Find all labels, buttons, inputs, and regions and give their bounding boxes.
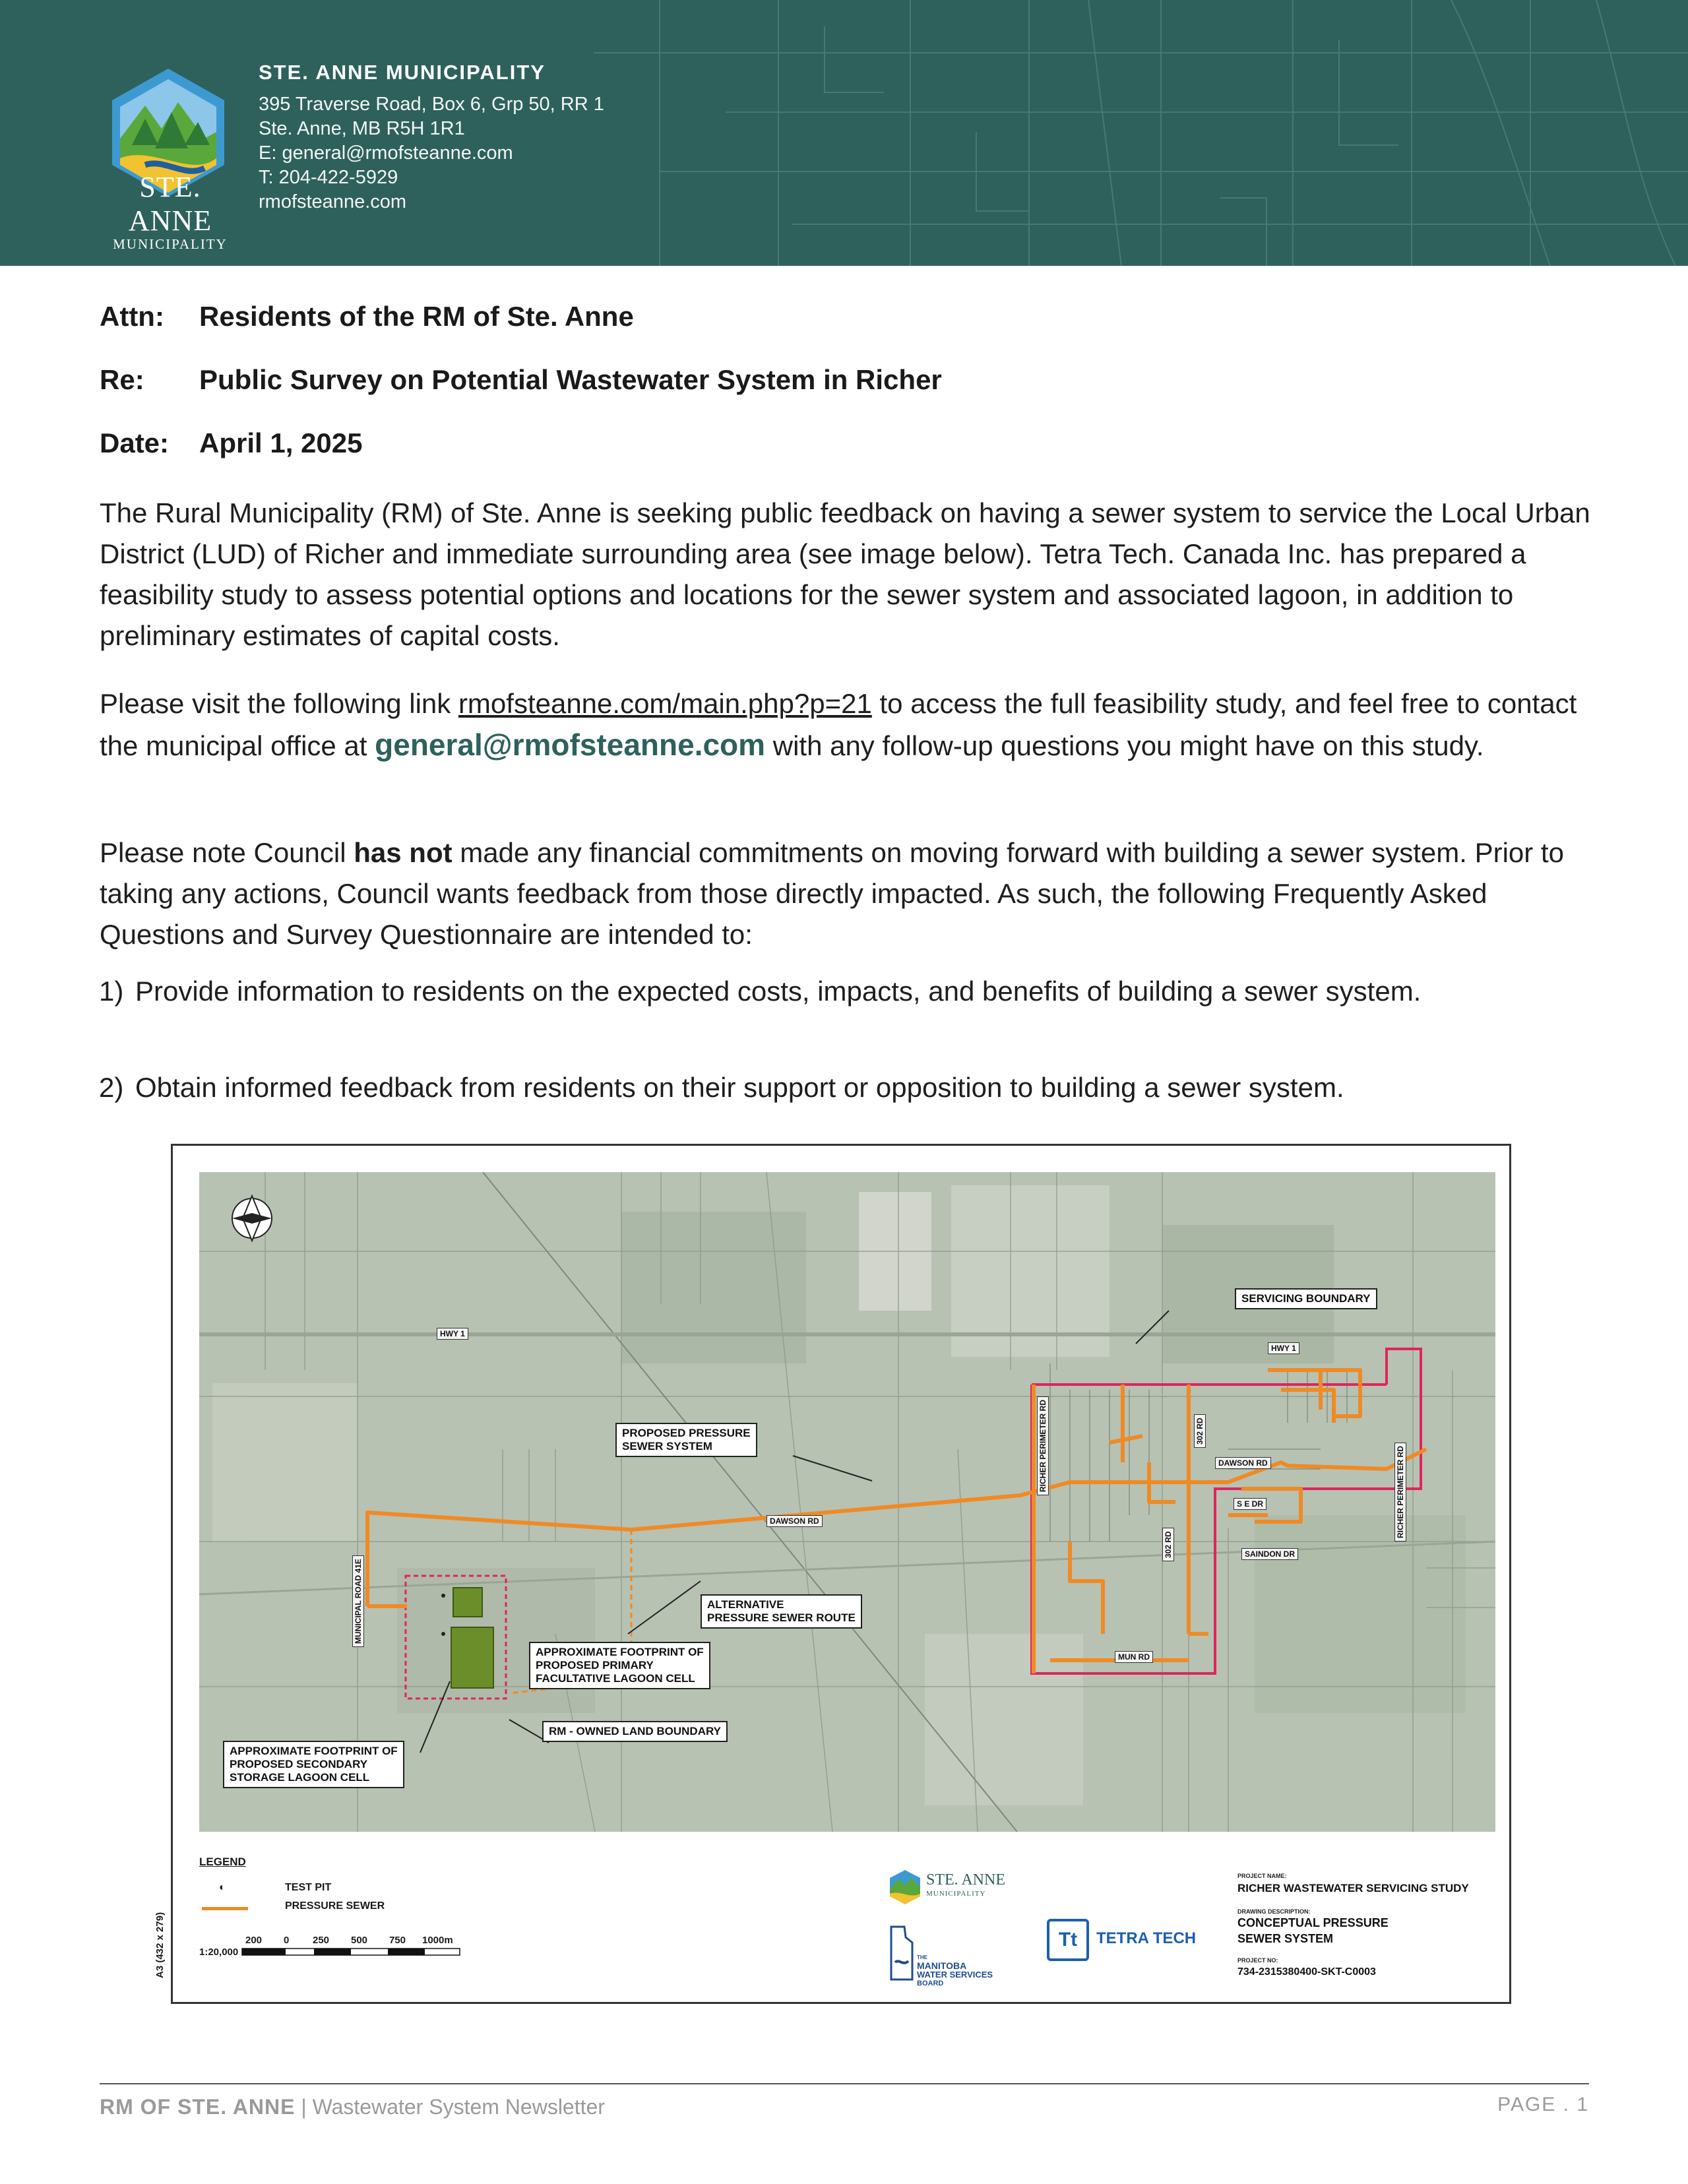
tetra-tech-wordmark: TETRA TECH bbox=[1096, 1929, 1197, 1947]
list-text: Provide information to residents on the expected costs, impacts, and benefits of building a sewer system. bbox=[135, 976, 1422, 1007]
address-line-2: Ste. Anne, MB R5H 1R1 bbox=[259, 118, 465, 139]
paragraph-link-text-a: Please visit the following link bbox=[100, 688, 458, 719]
paragraph-council-text-a: Please note Council bbox=[100, 837, 354, 868]
re-value: Public Survey on Potential Wastewater System in Richer bbox=[199, 364, 942, 395]
label-mun-rd: MUN RD bbox=[1115, 1651, 1153, 1663]
logo-main-text: STE. ANNE bbox=[128, 171, 212, 237]
logo-wordmark bbox=[98, 170, 243, 253]
phone-line: T: 204-422-5929 bbox=[259, 167, 398, 188]
page-number: PAGE . 1 bbox=[1497, 2094, 1589, 2115]
date-label: Date: bbox=[100, 427, 170, 458]
label-richer-perimeter-east: RICHER PERIMETER RD bbox=[1394, 1443, 1406, 1542]
municipality-name: STE. ANNE MUNICIPALITY bbox=[259, 61, 546, 84]
callout-primary-lagoon: APPROXIMATE FOOTPRINT OF PROPOSED PRIMARY FACULTATIVE LAGOON CELL bbox=[529, 1642, 710, 1689]
list-number: 1) bbox=[99, 976, 124, 1007]
paragraph-link bbox=[100, 683, 1597, 766]
re-label: Re: bbox=[100, 364, 144, 395]
header-parcel-lines bbox=[0, 0, 1688, 266]
tetra-tech-logo-icon: Tt bbox=[1047, 1919, 1089, 1961]
paper-size-label: A3 (432 x 279) bbox=[154, 1912, 166, 1978]
address-line-1: 395 Traverse Road, Box 6, Grp 50, RR 1 bbox=[259, 94, 604, 115]
paragraph-council bbox=[100, 832, 1597, 955]
legend-test-pit-symbol: ◐ bbox=[219, 1882, 226, 1893]
website-line[interactable]: rmofsteanne.com bbox=[259, 191, 407, 212]
date-value: April 1, 2025 bbox=[199, 427, 363, 458]
callout-rm-land: RM - OWNED LAND BOUNDARY bbox=[542, 1721, 728, 1742]
callout-secondary-lagoon: APPROXIMATE FOOTPRINT OF PROPOSED SECONDARY STORAGE LAGOON CELL bbox=[223, 1741, 404, 1788]
map-drawing bbox=[199, 1172, 1495, 1832]
label-richer-perimeter-west: RICHER PERIMETER RD bbox=[1037, 1396, 1049, 1495]
tb-logo-sub: MUNICIPALITY bbox=[926, 1890, 986, 1898]
secondary-lagoon-cell bbox=[451, 1627, 493, 1688]
attn-label: Attn: bbox=[100, 301, 164, 332]
paragraph-link-text-b: to access the full feasibility study, and feel free to contact the municipal office at bbox=[100, 688, 1577, 761]
contact-block bbox=[259, 61, 604, 214]
legend-test-pit-label: TEST PIT bbox=[285, 1882, 332, 1893]
project-no-label: PROJECT NO: bbox=[1237, 1957, 1278, 1964]
map-legend bbox=[199, 1856, 595, 1994]
scale-tick: 750 bbox=[389, 1935, 406, 1946]
callout-alternative-route: ALTERNATIVE PRESSURE SEWER ROUTE bbox=[701, 1594, 862, 1629]
callout-proposed-pressure-sewer: PROPOSED PRESSURE SEWER SYSTEM bbox=[615, 1423, 757, 1457]
footer-title bbox=[100, 2095, 605, 2119]
aerial-imagery bbox=[199, 1172, 1495, 1832]
label-hwy1-west: HWY 1 bbox=[437, 1328, 468, 1340]
label-dawson-east: DAWSON RD bbox=[1215, 1457, 1271, 1469]
label-se-dr: S E DR bbox=[1234, 1498, 1266, 1510]
footer-newsletter: Wastewater System Newsletter bbox=[312, 2095, 605, 2119]
footer-separator: | bbox=[295, 2095, 313, 2119]
sewer-system-map bbox=[154, 1144, 1511, 2004]
legend-pressure-sewer-label: PRESSURE SEWER bbox=[285, 1900, 385, 1912]
tb-ste-anne-logo-icon bbox=[887, 1869, 923, 1906]
label-302-rd-south: 302 RD bbox=[1162, 1528, 1174, 1561]
scale-tick: 500 bbox=[351, 1935, 368, 1946]
scale-tick: 0 bbox=[284, 1935, 290, 1946]
callout-servicing-boundary: SERVICING BOUNDARY bbox=[1235, 1288, 1377, 1309]
project-no-value: 734-2315380400-SKT-C0003 bbox=[1237, 1966, 1376, 1978]
label-hwy1-east: HWY 1 bbox=[1268, 1342, 1299, 1354]
scale-tick: 250 bbox=[313, 1935, 330, 1946]
legend-title: LEGEND bbox=[199, 1856, 246, 1868]
tb-logo-main: STE. ANNE bbox=[926, 1871, 1005, 1888]
office-email-link[interactable]: general@rmofsteanne.com bbox=[375, 728, 766, 762]
label-302-rd-north: 302 RD bbox=[1194, 1414, 1206, 1448]
list-item bbox=[99, 1067, 1596, 1108]
manitoba-province-icon bbox=[889, 1925, 915, 1981]
mwsb-line-3: WATER SERVICES bbox=[917, 1970, 993, 1980]
drawing-desc-line-2: SEWER SYSTEM bbox=[1237, 1932, 1334, 1945]
logo-sub-text: MUNICIPALITY bbox=[113, 236, 228, 252]
project-name-value: RICHER WASTEWATER SERVICING STUDY bbox=[1237, 1882, 1469, 1894]
mwsb-line-4: BOARD bbox=[917, 1980, 944, 1987]
label-municipal-road: MUNICIPAL ROAD 41E bbox=[352, 1555, 364, 1647]
scale-tick: 200 bbox=[245, 1935, 263, 1946]
project-name-label: PROJECT NAME: bbox=[1237, 1873, 1287, 1879]
scale-ratio: 1:20,000 bbox=[199, 1947, 239, 1958]
paragraph-council-emphasis: has not bbox=[354, 837, 453, 868]
scale-bar bbox=[241, 1947, 466, 1957]
letterhead-band bbox=[0, 0, 1688, 266]
label-dawson-west: DAWSON RD bbox=[766, 1515, 823, 1527]
paragraph-intro bbox=[100, 493, 1597, 656]
paragraph-intro-text: The Rural Municipality (RM) of Ste. Anne is seeking public feedback on having a sewer system to service the Local Urban District (LUD) of Richer and immediate surrounding area (see image below). Tetra Tech. Canada Inc. has prepared a feasibility study to assess potential options and locations for the sewer system and associated lagoon, in addition to preliminary estimates of capital costs. bbox=[100, 497, 1590, 651]
paragraph-link-text-c: with any follow-up questions you might have on this study. bbox=[765, 730, 1484, 761]
drawing-desc-line-1: CONCEPTUAL PRESSURE bbox=[1237, 1916, 1389, 1929]
footer-org: RM OF STE. ANNE bbox=[100, 2095, 296, 2119]
footer-rule bbox=[100, 2083, 1589, 2084]
list-number: 2) bbox=[99, 1072, 124, 1103]
paragraph-council-text-b: made any financial commitments on moving forward with building a sewer system. Prior to taking any actions, Council wants feedback from those directly impacted. As such, the following Frequently Asked Questions and Survey Questionnaire are intended to: bbox=[100, 837, 1564, 950]
list-text: Obtain informed feedback from residents on their support or opposition to building a sewer system. bbox=[135, 1072, 1344, 1103]
primary-lagoon-cell bbox=[453, 1588, 482, 1617]
legend-pressure-sewer-swatch bbox=[202, 1907, 248, 1910]
attn-value: Residents of the RM of Ste. Anne bbox=[199, 301, 634, 332]
email-line[interactable]: E: general@rmofsteanne.com bbox=[259, 142, 513, 164]
mwsb-line-1: THE bbox=[917, 1954, 927, 1960]
list-item bbox=[99, 971, 1596, 1012]
mwsb-line-2: MANITOBA bbox=[917, 1960, 967, 1971]
label-saindon-dr: SAINDON DR bbox=[1241, 1548, 1298, 1560]
drawing-desc-label: DRAWING DESCRIPTION: bbox=[1237, 1908, 1311, 1915]
scale-tick: 1000m bbox=[422, 1935, 453, 1946]
study-link[interactable]: rmofsteanne.com/main.php?p=21 bbox=[458, 688, 872, 719]
